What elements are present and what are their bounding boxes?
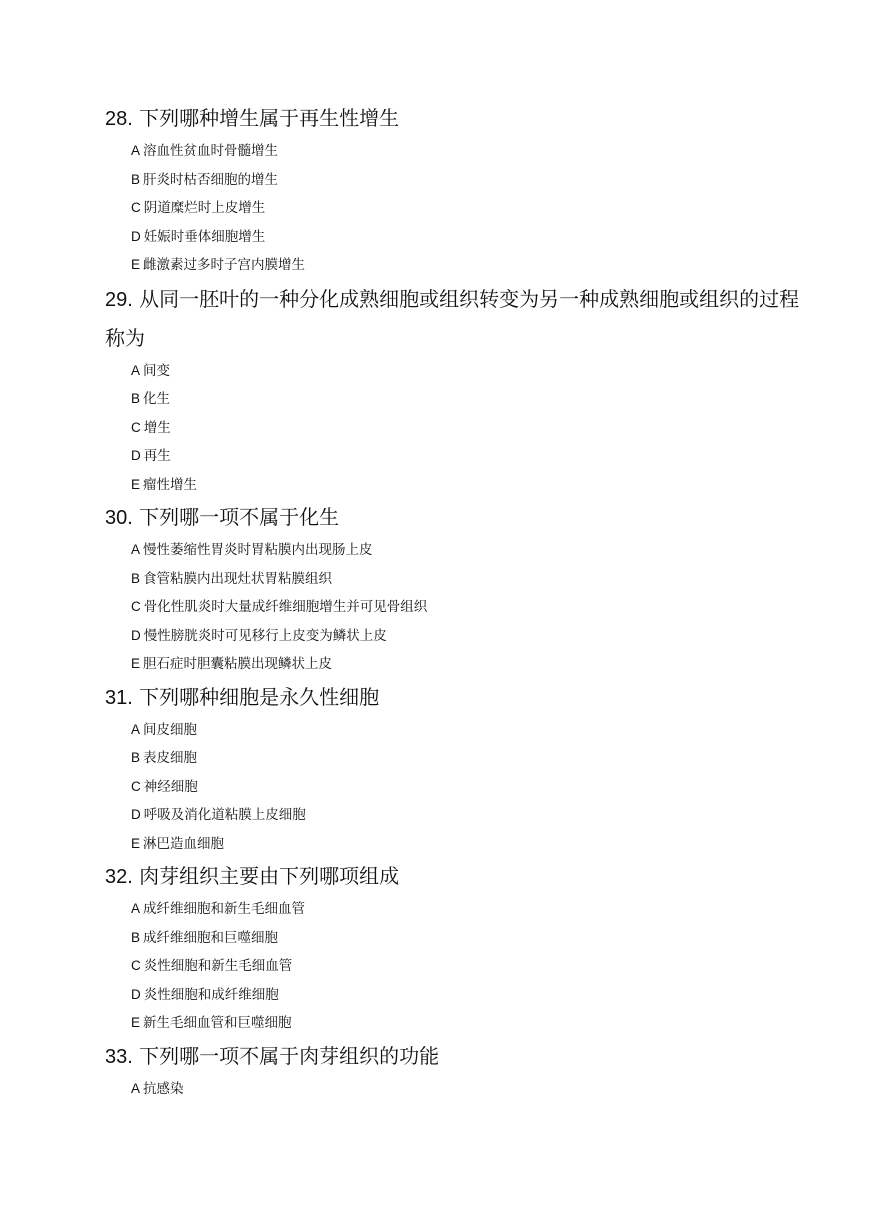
option-list xyxy=(105,137,805,280)
question-stem: 从同一胚叶的一种分化成熟细胞或组织转变为另一种成熟细胞或组织的过程称为 xyxy=(105,286,800,350)
option-text: 成纤维细胞和新生毛细血管 xyxy=(143,901,306,917)
option-letter: E xyxy=(131,257,141,272)
question-number: 29. xyxy=(105,288,133,311)
option-letter: B xyxy=(131,929,141,945)
option-d xyxy=(131,442,805,471)
option-letter: B xyxy=(131,391,141,406)
option-list xyxy=(105,357,805,500)
option-list xyxy=(105,895,805,1038)
option-c xyxy=(131,773,805,802)
option-letter: A xyxy=(131,721,141,737)
option-text: 间皮细胞 xyxy=(143,721,198,738)
option-letter: A xyxy=(131,1080,141,1096)
option-b xyxy=(131,385,805,414)
option-a xyxy=(131,716,805,745)
option-text: 阴道糜烂时上皮增生 xyxy=(143,200,266,216)
option-text: 食管粘膜内出现灶状胃粘膜组织 xyxy=(143,570,333,587)
option-d xyxy=(131,981,805,1010)
option-text: 呼吸及消化道粘膜上皮细胞 xyxy=(143,807,306,823)
option-letter: A xyxy=(131,542,141,557)
question-stem: 下列哪一项不属于肉芽组织的功能 xyxy=(139,1043,440,1068)
question-text xyxy=(105,858,805,895)
option-list xyxy=(105,1075,805,1104)
option-d xyxy=(131,801,805,830)
option-a xyxy=(131,536,805,565)
question-28 xyxy=(105,100,805,280)
question-text xyxy=(105,679,805,716)
option-text: 瘤性增生 xyxy=(143,476,198,493)
option-a xyxy=(131,1075,805,1104)
option-letter: D xyxy=(131,228,141,244)
question-31 xyxy=(105,679,805,859)
option-text: 新生毛细血管和巨噬细胞 xyxy=(143,1015,292,1031)
option-d xyxy=(131,622,805,651)
option-list xyxy=(105,716,805,859)
question-number: 32. xyxy=(105,866,133,888)
option-letter: D xyxy=(131,448,141,463)
question-stem: 下列哪种增生属于再生性增生 xyxy=(139,106,400,130)
option-text: 雌激素过多时子宫内膜增生 xyxy=(143,257,306,273)
option-letter: B xyxy=(131,750,141,765)
option-text: 成纤维细胞和巨噬细胞 xyxy=(143,929,279,946)
option-list xyxy=(105,536,805,679)
option-d xyxy=(131,223,805,252)
option-letter: A xyxy=(131,901,141,916)
question-number: 28. xyxy=(105,108,133,130)
option-text: 炎性细胞和新生毛细血管 xyxy=(143,958,293,974)
option-letter: E xyxy=(131,835,141,851)
option-text: 妊娠时垂体细胞增生 xyxy=(143,228,266,245)
option-letter: E xyxy=(131,656,141,671)
option-e xyxy=(131,1009,805,1038)
question-29 xyxy=(105,280,805,500)
option-letter: E xyxy=(131,1015,141,1030)
question-text xyxy=(105,280,805,357)
option-e xyxy=(131,830,805,859)
option-text: 慢性萎缩性胃炎时胃粘膜内出现肠上皮 xyxy=(143,542,373,558)
option-c xyxy=(131,952,805,981)
question-text xyxy=(105,1038,805,1075)
option-letter: C xyxy=(131,419,141,435)
option-text: 慢性膀胱炎时可见移行上皮变为鳞状上皮 xyxy=(143,627,387,644)
option-text: 肝炎时枯否细胞的增生 xyxy=(143,171,279,188)
question-number: 30. xyxy=(105,507,133,529)
question-stem: 肉芽组织主要由下列哪项组成 xyxy=(139,864,400,888)
option-letter: C xyxy=(131,958,141,973)
option-e xyxy=(131,251,805,280)
option-letter: C xyxy=(131,778,141,794)
question-list xyxy=(105,100,805,1103)
option-text: 炎性细胞和成纤维细胞 xyxy=(143,986,279,1003)
option-text: 神经细胞 xyxy=(143,778,198,795)
option-c xyxy=(131,414,805,443)
question-33 xyxy=(105,1038,805,1104)
question-number: 31. xyxy=(105,686,133,709)
option-text: 骨化性肌炎时大量成纤维细胞增生并可见骨组织 xyxy=(143,599,428,615)
option-text: 表皮细胞 xyxy=(143,750,198,766)
option-text: 化生 xyxy=(143,391,171,407)
question-30 xyxy=(105,499,805,679)
option-text: 胆石症时胆囊粘膜出现鳞状上皮 xyxy=(143,656,333,672)
option-text: 间变 xyxy=(143,362,171,379)
question-text xyxy=(105,100,805,137)
option-letter: E xyxy=(131,476,141,492)
option-e xyxy=(131,650,805,679)
option-c xyxy=(131,194,805,223)
option-letter: B xyxy=(131,171,141,187)
option-b xyxy=(131,924,805,953)
option-letter: D xyxy=(131,986,141,1002)
option-letter: D xyxy=(131,627,141,643)
option-a xyxy=(131,357,805,386)
option-letter: B xyxy=(131,570,141,586)
option-e xyxy=(131,471,805,500)
question-text xyxy=(105,499,805,536)
option-a xyxy=(131,895,805,924)
question-stem: 下列哪种细胞是永久性细胞 xyxy=(139,684,380,709)
option-b xyxy=(131,744,805,773)
option-letter: C xyxy=(131,599,141,614)
question-stem: 下列哪一项不属于化生 xyxy=(139,505,340,529)
option-letter: D xyxy=(131,807,141,822)
option-b xyxy=(131,166,805,195)
option-text: 淋巴造血细胞 xyxy=(143,835,225,852)
option-text: 溶血性贫血时骨髓增生 xyxy=(143,143,279,159)
option-text: 再生 xyxy=(143,448,171,464)
option-letter: A xyxy=(131,362,141,378)
option-a xyxy=(131,137,805,166)
option-text: 抗感染 xyxy=(143,1080,184,1097)
option-text: 增生 xyxy=(143,419,171,436)
question-number: 33. xyxy=(105,1045,133,1068)
option-b xyxy=(131,565,805,594)
option-letter: C xyxy=(131,200,141,215)
question-32 xyxy=(105,858,805,1038)
option-letter: A xyxy=(131,143,141,158)
option-c xyxy=(131,593,805,622)
